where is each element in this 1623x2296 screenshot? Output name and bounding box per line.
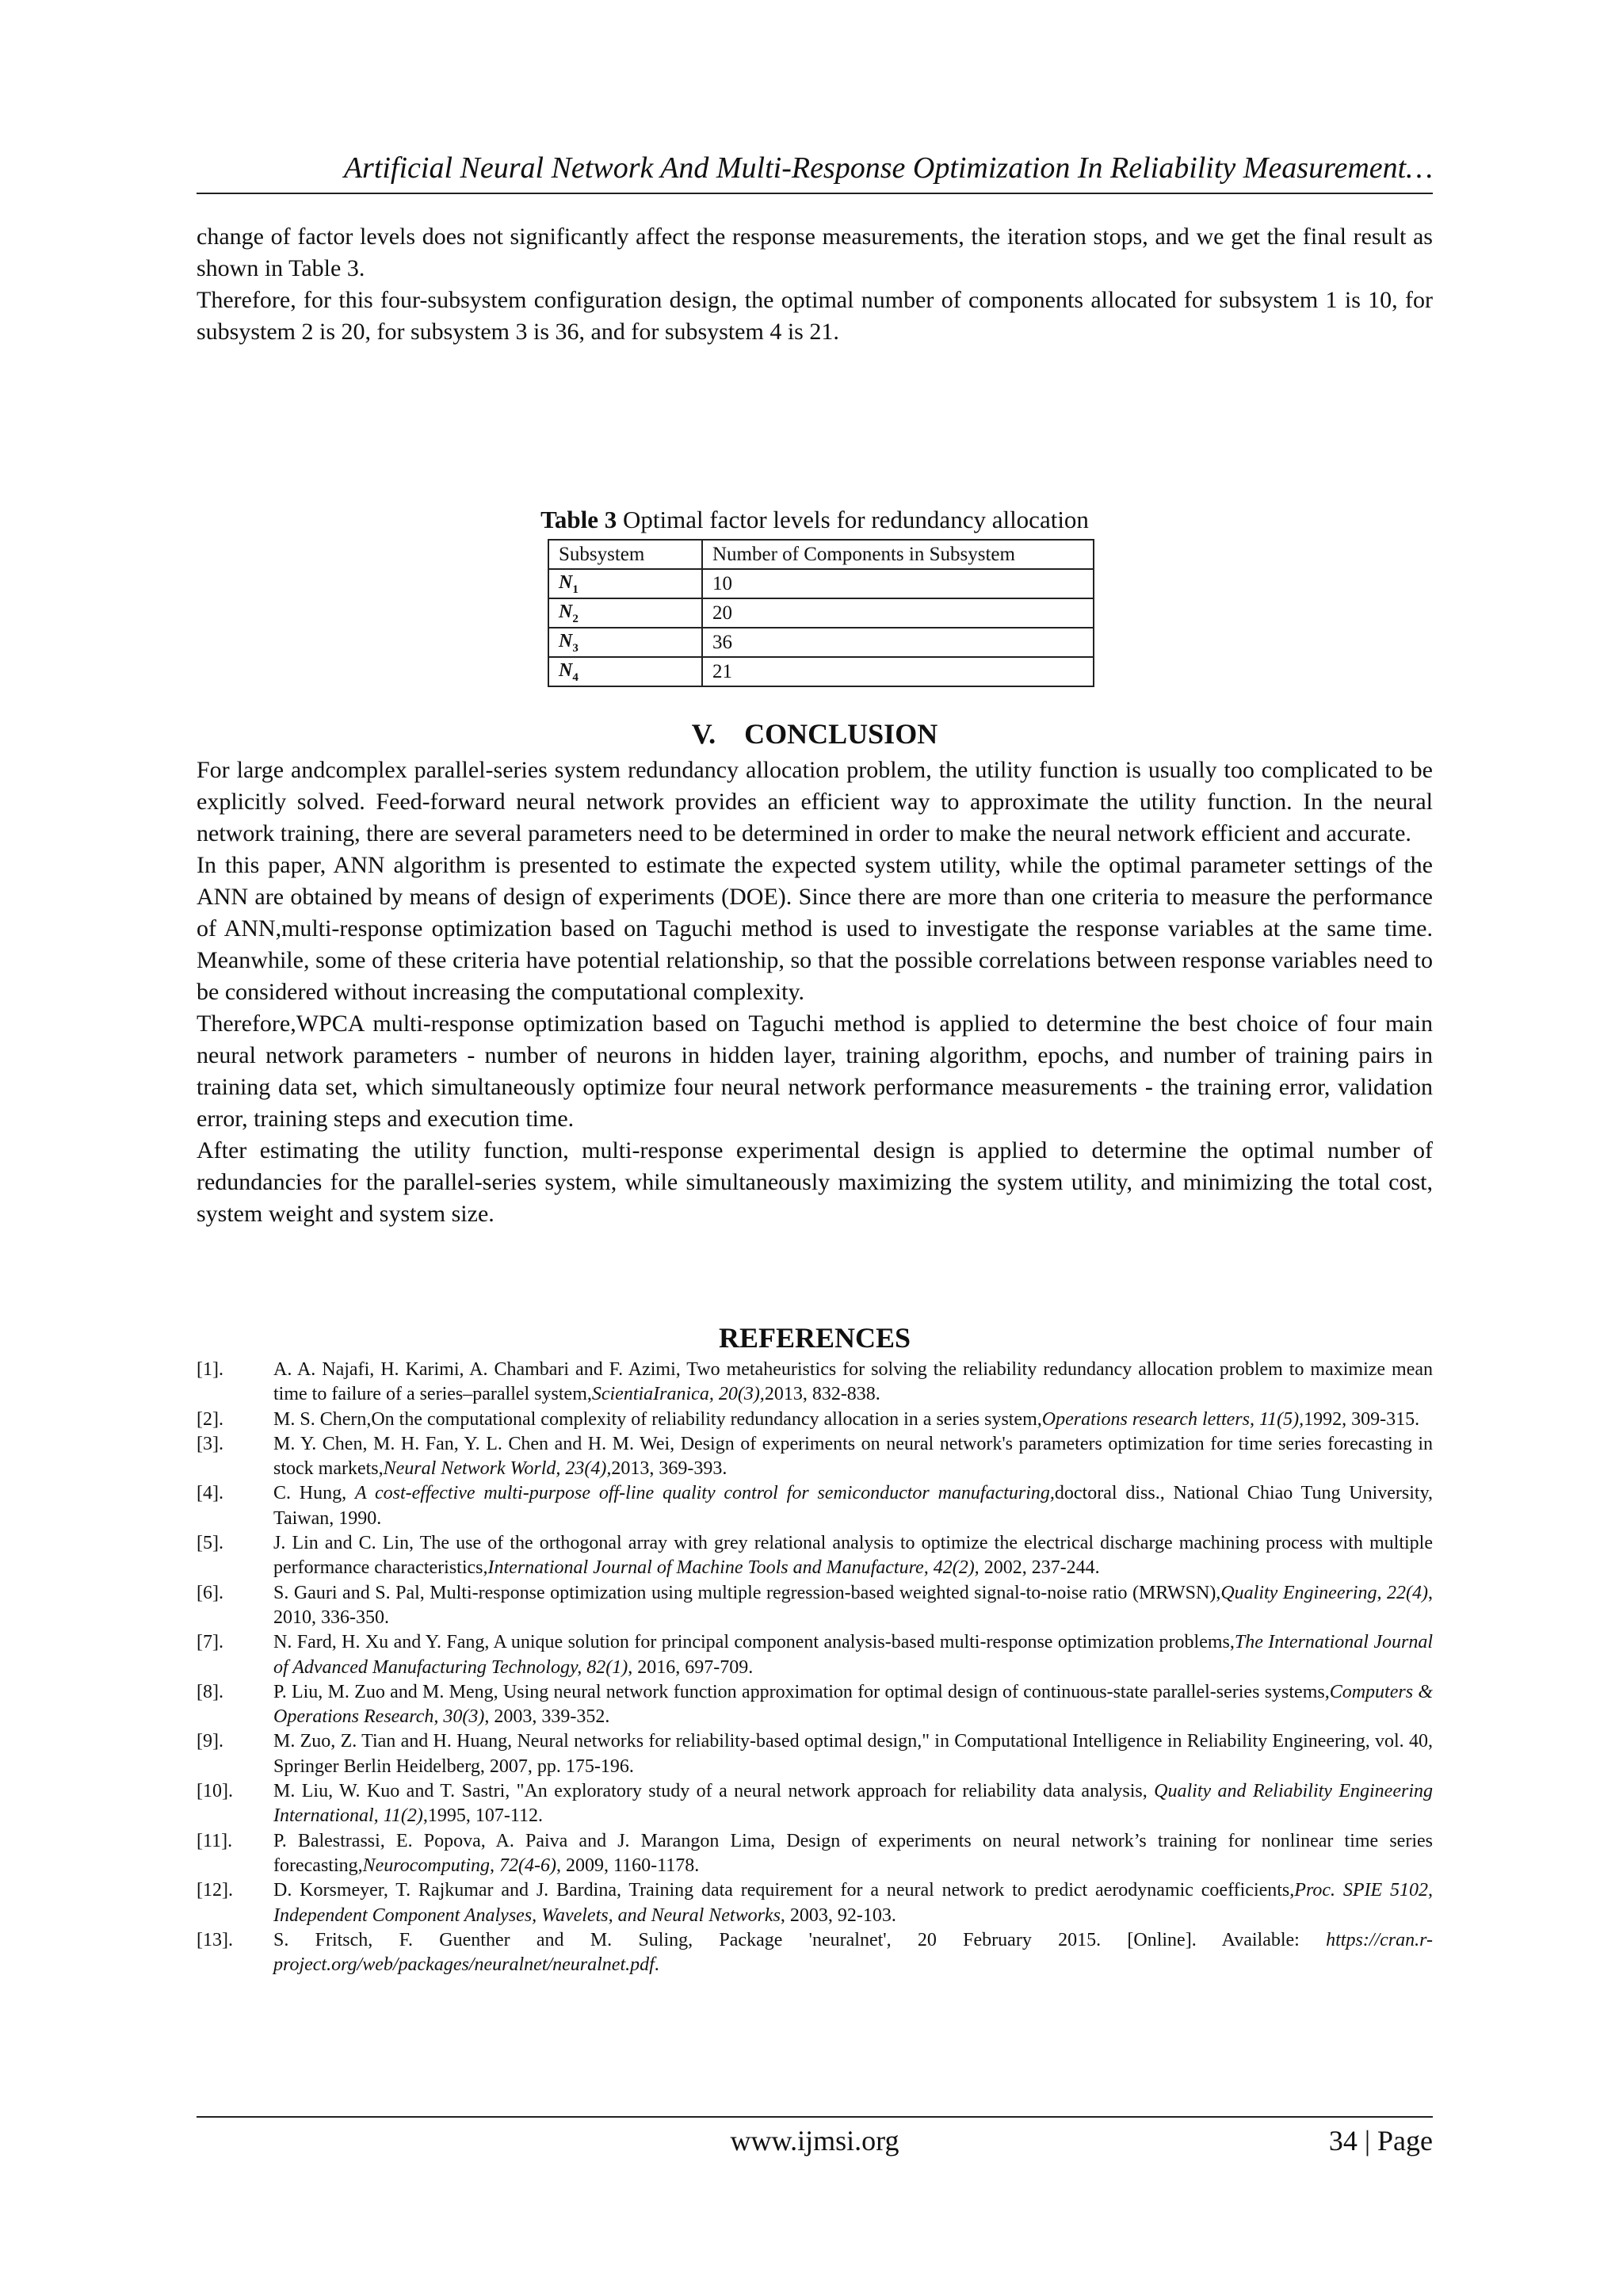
components-cell: 36 [702,628,1094,657]
table-row [548,657,1094,686]
reference-item: [3]. M. Y. Chen, M. H. Fan, Y. L. Chen and H. M. Wei, Design of experiments on neural network's parameters optimization for time series forecasting in stock markets,Neural Network World, 23(4),2013, 369-393. [197,1433,1433,1480]
subsystem-cell: $N_2$ [548,598,702,628]
header-rule [197,193,1433,194]
running-header: Artificial Neural Network And Multi-Response Optimization In Reliability Measurement… [343,151,1433,185]
references-heading: REFERENCES [718,1322,911,1354]
subsystem-cell: $N_3$ [548,628,702,657]
reference-item: [2]. M. S. Chern,On the computational complexity of reliability redundancy allocation in a series system,Operations research letters, 11(5),1992, 309-315. [197,1408,1420,1430]
table-3-title: Optimal factor levels for redundancy allocation [617,506,1089,533]
reference-item: [1]. A. A. Najafi, H. Karimi, A. Chambari and F. Azimi, Two metaheuristics for solving the reliability redundancy allocation problem to maximize mean time to failure of a series–parallel system,ScientiaIranica, 20(3),2013, 832-838. [197,1359,1433,1405]
table-3-caption [197,506,1433,534]
table-3-label: Table 3 [540,506,617,533]
reference-item: [8]. P. Liu, M. Zuo and M. Meng, Using neural network function approximation for optimal design of continuous-state parallel-series systems,Computers & Operations Research, 30(3), 2003, 339-352. [197,1681,1433,1728]
reference-item: [7]. N. Fard, H. Xu and Y. Fang, A unique solution for principal component analysis-based multi-response optimization problems,The International Journal of Advanced Manufacturing Technology, 82(1), 2016, 697-709. [197,1632,1433,1678]
components-cell: 10 [702,569,1094,598]
components-cell: 20 [702,598,1094,628]
intro-paragraph-1: change of factor levels does not significantly affect the response measurements, the iteration stops, and we get the final result as shown in Table 3. [197,223,1433,281]
intro-text [197,221,1433,348]
conclusion-paragraph-3: Therefore,WPCA multi-response optimization based on Taguchi method is applied to determine the best choice of four main neural network parameters - number of neurons in hidden layer, training algorithm, epochs, and number of training pairs in training data set, which simultaneously optimize four neural network performance measurements - the training error, validation error, training steps and execution time. [197,1010,1433,1132]
table-row [548,628,1094,657]
table-row [548,569,1094,598]
page-number: 34 | Page [1328,2125,1433,2157]
reference-item: [9]. M. Zuo, Z. Tian and H. Huang, Neural networks for reliability-based optimal design," in Computational Intelligence in Reliability Engineering, vol. 40, Springer Berlin Heidelberg, 2007, pp. 175-196. [197,1731,1433,1777]
subsystem-cell: $N_4$ [548,657,702,686]
conclusion-paragraph-2: In this paper, ANN algorithm is presented to estimate the expected system utility, while the optimal parameter settings of the ANN are obtained by means of design of experiments (DOE). Since there are more than one criteria to measure the performance of ANN,multi-response optimization based on Taguchi method is used to investigate the response variables at the same time. Meanwhile, some of these criteria have potential relationship, so that the possible correlations between response variables need to be considered without increasing the computational complexity. [197,852,1433,1005]
table-row [548,598,1094,628]
components-cell: 21 [702,657,1094,686]
reference-item: [11]. P. Balestrassi, E. Popova, A. Paiva and J. Marangon Lima, Design of experiments on neural network’s training for nonlinear time series forecasting,Neurocomputing, 72(4-6), 2009, 1160-1178. [197,1830,1433,1876]
table-header-row [548,540,1094,569]
conclusion-paragraph-1: For large andcomplex parallel-series system redundancy allocation problem, the utility function is usually too complicated to be explicitly solved. Feed-forward neural network provides an efficient way to approximate the utility function. In the neural network training, there are several parameters need to be determined in order to make the neural network efficient and accurate. [197,757,1433,846]
references-list [197,1358,1433,1977]
reference-item: [4]. C. Hung, A cost-effective multi-purpose off-line quality control for semiconductor manufacturing,doctoral diss., National Chiao Tung University, Taiwan, 1990. [197,1483,1434,1529]
journal-website: www.ijmsi.org [730,2125,899,2157]
table-3 [548,539,1094,687]
subsystem-cell: $N_1$ [548,569,702,598]
footer-rule [197,2116,1433,2118]
col-header-components: Number of Components in Subsystem [702,540,1094,569]
col-header-subsystem: Subsystem [548,540,702,569]
reference-item: [10]. M. Liu, W. Kuo and T. Sastri, "An exploratory study of a neural network approach for reliability data analysis, Quality and Reliability Engineering International, 11(2),1995, 107-112. [197,1781,1433,1827]
conclusion-heading: V. CONCLUSION [691,718,938,750]
reference-item: [12]. D. Korsmeyer, T. Rajkumar and J. Bardina, Training data requirement for a neural network to predict aerodynamic coefficients,Proc. SPIE 5102, Independent Component Analyses, Wavelets, and Neural Networks, 2003, 92-103. [197,1880,1433,1926]
reference-item: [5]. J. Lin and C. Lin, The use of the orthogonal array with grey relational analysis to optimize the electrical discharge machining process with multiple performance characteristics,International Journal of Machine Tools and Manufacture, 42(2), 2002, 237-244. [197,1533,1433,1579]
reference-item: [6]. S. Gauri and S. Pal, Multi-response optimization using multiple regression-based weighted signal-to-noise ratio (MRWSN),Quality Engineering, 22(4), 2010, 336-350. [197,1582,1433,1628]
intro-paragraph-2: Therefore, for this four-subsystem configuration design, the optimal number of components allocated for subsystem 1 is 10, for subsystem 2 is 20, for subsystem 3 is 36, and for subsystem 4 is 21. [197,287,1433,345]
conclusion-paragraph-4: After estimating the utility function, multi-response experimental design is applied to determine the optimal number of redundancies for the parallel-series system, while simultaneously maximizing the system utility, and minimizing the total cost, system weight and system size. [197,1137,1433,1227]
conclusion-text [197,755,1433,1230]
reference-item: [13]. S. Fritsch, F. Guenther and M. Suling, Package 'neuralnet', 20 February 2015. [Online]. Available: https://cran.r-project.org/web/packages/neuralnet/neuralnet.pdf. [197,1929,1433,1976]
